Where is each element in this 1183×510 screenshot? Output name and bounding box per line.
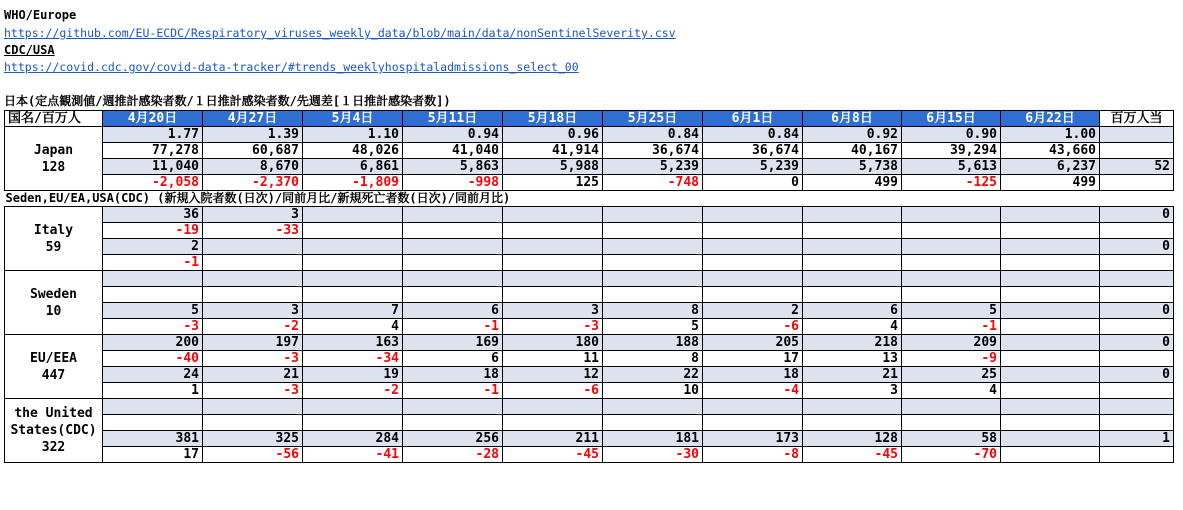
value-cell: 19 xyxy=(303,367,403,383)
value-cell xyxy=(403,239,503,255)
date-column-header: 6月8日 xyxy=(803,111,902,127)
value-cell xyxy=(1001,287,1100,303)
per-million-column-header: 百万人当 xyxy=(1100,111,1174,127)
value-cell: 6,237 xyxy=(1001,159,1100,175)
value-cell: 4 xyxy=(803,319,902,335)
value-cell: 40,167 xyxy=(803,143,902,159)
value-cell xyxy=(1001,239,1100,255)
value-cell: -40 xyxy=(103,351,203,367)
value-cell: -1 xyxy=(103,255,203,271)
per-million-cell: 0 xyxy=(1100,207,1174,223)
value-cell: 4 xyxy=(902,383,1001,399)
country-name: EU/EEA xyxy=(30,350,77,366)
value-cell: -3 xyxy=(503,319,603,335)
value-cell xyxy=(503,255,603,271)
value-cell: 125 xyxy=(503,175,603,191)
value-cell: 77,278 xyxy=(103,143,203,159)
value-cell: 36 xyxy=(103,207,203,223)
value-cell: 1 xyxy=(103,383,203,399)
value-cell: 3 xyxy=(503,303,603,319)
value-cell: -4 xyxy=(703,383,803,399)
table-row xyxy=(5,367,1174,383)
data-table xyxy=(4,110,1174,463)
value-cell: 6 xyxy=(403,351,503,367)
value-cell: -19 xyxy=(103,223,203,239)
value-cell: 22 xyxy=(603,367,703,383)
value-cell: 499 xyxy=(1001,175,1100,191)
value-cell xyxy=(503,415,603,431)
value-cell: 3 xyxy=(203,303,303,319)
country-name-cell xyxy=(5,335,103,399)
value-cell xyxy=(303,399,403,415)
value-cell xyxy=(1001,303,1100,319)
value-cell: 197 xyxy=(203,335,303,351)
value-cell: 2 xyxy=(103,239,203,255)
value-cell xyxy=(803,207,902,223)
value-cell xyxy=(1001,431,1100,447)
value-cell: 39,294 xyxy=(902,143,1001,159)
per-million-cell xyxy=(1100,383,1174,399)
per-million-cell: 0 xyxy=(1100,239,1174,255)
value-cell: 25 xyxy=(902,367,1001,383)
table-row xyxy=(5,335,1174,351)
value-cell xyxy=(703,255,803,271)
japan-section-title: 日本(定点観測値/週推計感染者数/１日推計感染者数/先週差[１日推計感染者数]) xyxy=(4,94,451,108)
country-name: Italy xyxy=(33,222,74,238)
who-url-link[interactable]: https://github.com/EU-ECDC/Respiratory_viruses_weekly_data/blob/main/data/nonSentinelSeverity.csv xyxy=(4,26,676,40)
value-cell xyxy=(803,399,902,415)
table-row xyxy=(5,239,1174,255)
per-million-cell xyxy=(1100,143,1174,159)
per-million-cell xyxy=(1100,415,1174,431)
value-cell: -2 xyxy=(303,383,403,399)
value-cell: 381 xyxy=(103,431,203,447)
value-cell: 5 xyxy=(103,303,203,319)
table-row xyxy=(5,207,1174,223)
value-cell: 21 xyxy=(203,367,303,383)
value-cell: 17 xyxy=(703,351,803,367)
value-cell: 5 xyxy=(902,303,1001,319)
per-million-cell xyxy=(1100,223,1174,239)
country-population: 322 xyxy=(41,440,66,455)
table-row xyxy=(5,431,1174,447)
value-cell: 0 xyxy=(703,175,803,191)
value-cell xyxy=(303,223,403,239)
value-cell: 43,660 xyxy=(1001,143,1100,159)
value-cell: 209 xyxy=(902,335,1001,351)
value-cell xyxy=(503,239,603,255)
value-cell: 1.39 xyxy=(203,127,303,143)
per-million-cell xyxy=(1100,351,1174,367)
value-cell xyxy=(1001,415,1100,431)
date-column-header: 5月18日 xyxy=(503,111,603,127)
value-cell: 2 xyxy=(703,303,803,319)
per-million-cell: 0 xyxy=(1100,367,1174,383)
value-cell: 58 xyxy=(902,431,1001,447)
value-cell: 8 xyxy=(603,351,703,367)
value-cell: 3 xyxy=(803,383,902,399)
date-column-header: 4月27日 xyxy=(203,111,303,127)
country-column-header: 国名/百万人 xyxy=(5,111,103,127)
value-cell xyxy=(403,287,503,303)
value-cell: 1.77 xyxy=(103,127,203,143)
value-cell xyxy=(1001,319,1100,335)
country-name-cell xyxy=(5,399,103,463)
value-cell xyxy=(603,207,703,223)
value-cell: 13 xyxy=(803,351,902,367)
value-cell: 180 xyxy=(503,335,603,351)
who-label: WHO/Europe xyxy=(4,8,77,22)
table-row xyxy=(5,223,1174,239)
value-cell: -45 xyxy=(803,447,902,463)
value-cell xyxy=(603,399,703,415)
value-cell xyxy=(303,255,403,271)
country-population: 59 xyxy=(45,239,62,255)
value-cell xyxy=(703,239,803,255)
value-cell xyxy=(503,271,603,287)
cdc-url-link[interactable]: https://covid.cdc.gov/covid-data-tracker/#trends_weeklyhospitaladmissions_select_00 xyxy=(4,60,579,74)
value-cell xyxy=(603,239,703,255)
value-cell: -2,370 xyxy=(203,175,303,191)
country-name: Japan xyxy=(33,142,74,158)
value-cell: 6,861 xyxy=(303,159,403,175)
value-cell: 10 xyxy=(603,383,703,399)
value-cell xyxy=(403,207,503,223)
value-cell: 60,687 xyxy=(203,143,303,159)
value-cell xyxy=(803,223,902,239)
value-cell xyxy=(1001,351,1100,367)
per-million-cell: 0 xyxy=(1100,303,1174,319)
value-cell: 0.90 xyxy=(902,127,1001,143)
value-cell xyxy=(902,255,1001,271)
value-cell: 5,239 xyxy=(603,159,703,175)
value-cell: 21 xyxy=(803,367,902,383)
per-million-cell xyxy=(1100,127,1174,143)
value-cell xyxy=(1001,383,1100,399)
per-million-cell xyxy=(1100,287,1174,303)
table-row xyxy=(5,143,1174,159)
table-row xyxy=(5,399,1174,415)
value-cell: -998 xyxy=(403,175,503,191)
value-cell: -30 xyxy=(603,447,703,463)
value-cell: 0.84 xyxy=(703,127,803,143)
date-column-header: 6月1日 xyxy=(703,111,803,127)
value-cell xyxy=(603,255,703,271)
table-row xyxy=(5,287,1174,303)
value-cell xyxy=(403,271,503,287)
value-cell: 8,670 xyxy=(203,159,303,175)
value-cell: 200 xyxy=(103,335,203,351)
value-cell xyxy=(1001,399,1100,415)
date-column-header: 6月15日 xyxy=(902,111,1001,127)
value-cell xyxy=(703,207,803,223)
value-cell: 17 xyxy=(103,447,203,463)
value-cell xyxy=(503,207,603,223)
per-million-cell xyxy=(1100,399,1174,415)
per-million-cell: 52 xyxy=(1100,159,1174,175)
country-population: 447 xyxy=(41,367,66,383)
value-cell xyxy=(703,415,803,431)
value-cell: -1 xyxy=(403,383,503,399)
value-cell: 12 xyxy=(503,367,603,383)
value-cell xyxy=(103,399,203,415)
value-cell: 169 xyxy=(403,335,503,351)
value-cell xyxy=(203,399,303,415)
table-row xyxy=(5,127,1174,143)
value-cell xyxy=(303,415,403,431)
value-cell: 18 xyxy=(403,367,503,383)
value-cell xyxy=(1001,367,1100,383)
country-name-cell xyxy=(5,207,103,271)
value-cell: -748 xyxy=(603,175,703,191)
value-cell: 48,026 xyxy=(303,143,403,159)
value-cell xyxy=(403,255,503,271)
value-cell xyxy=(303,271,403,287)
table-row xyxy=(5,303,1174,319)
table-row xyxy=(5,351,1174,367)
country-population: 10 xyxy=(45,303,62,319)
table-row xyxy=(5,255,1174,271)
value-cell xyxy=(603,223,703,239)
value-cell xyxy=(902,239,1001,255)
section2-title: Seden,EU/EA,USA(CDC) (新規入院者数(日次)/同前月比/新規死亡者数(日次)/同前月比) xyxy=(5,191,511,205)
value-cell xyxy=(1001,223,1100,239)
value-cell xyxy=(902,271,1001,287)
value-cell: 24 xyxy=(103,367,203,383)
value-cell xyxy=(703,223,803,239)
date-column-header: 4月20日 xyxy=(103,111,203,127)
value-cell: 0.96 xyxy=(503,127,603,143)
value-cell xyxy=(503,223,603,239)
date-column-header: 6月22日 xyxy=(1001,111,1100,127)
value-cell xyxy=(503,399,603,415)
value-cell: -1,809 xyxy=(303,175,403,191)
value-cell: -1 xyxy=(403,319,503,335)
table-row xyxy=(5,383,1174,399)
table-row xyxy=(5,271,1174,287)
value-cell: 499 xyxy=(803,175,902,191)
value-cell: 0.94 xyxy=(403,127,503,143)
value-cell: 5,863 xyxy=(403,159,503,175)
table-row xyxy=(5,415,1174,431)
country-name-cell xyxy=(5,127,103,191)
value-cell: 211 xyxy=(503,431,603,447)
value-cell: 11 xyxy=(503,351,603,367)
value-cell: -3 xyxy=(203,351,303,367)
value-cell: 5,613 xyxy=(902,159,1001,175)
value-cell xyxy=(902,207,1001,223)
value-cell: 4 xyxy=(303,319,403,335)
value-cell xyxy=(803,287,902,303)
value-cell xyxy=(703,399,803,415)
value-cell: -3 xyxy=(203,383,303,399)
value-cell xyxy=(303,207,403,223)
country-name: the United States(CDC) xyxy=(10,406,97,438)
table-row xyxy=(5,159,1174,175)
per-million-cell xyxy=(1100,271,1174,287)
value-cell: 205 xyxy=(703,335,803,351)
date-column-header: 5月11日 xyxy=(403,111,503,127)
value-cell xyxy=(803,255,902,271)
value-cell: 325 xyxy=(203,431,303,447)
value-cell xyxy=(703,271,803,287)
value-cell xyxy=(1001,207,1100,223)
value-cell xyxy=(1001,271,1100,287)
table-row xyxy=(5,319,1174,335)
value-cell xyxy=(203,239,303,255)
per-million-cell xyxy=(1100,447,1174,463)
value-cell xyxy=(902,415,1001,431)
value-cell: 163 xyxy=(303,335,403,351)
value-cell xyxy=(503,287,603,303)
value-cell: -8 xyxy=(703,447,803,463)
value-cell: 41,914 xyxy=(503,143,603,159)
value-cell: -28 xyxy=(403,447,503,463)
value-cell: 5,738 xyxy=(803,159,902,175)
table-row xyxy=(5,175,1174,191)
value-cell xyxy=(203,271,303,287)
value-cell xyxy=(203,255,303,271)
value-cell: -41 xyxy=(303,447,403,463)
value-cell: 7 xyxy=(303,303,403,319)
value-cell: -33 xyxy=(203,223,303,239)
value-cell: 41,040 xyxy=(403,143,503,159)
value-cell xyxy=(902,287,1001,303)
value-cell xyxy=(603,271,703,287)
value-cell xyxy=(403,399,503,415)
value-cell xyxy=(603,415,703,431)
value-cell xyxy=(1001,255,1100,271)
value-cell xyxy=(803,239,902,255)
date-column-header: 5月4日 xyxy=(303,111,403,127)
value-cell: 128 xyxy=(803,431,902,447)
value-cell: 5,239 xyxy=(703,159,803,175)
value-cell xyxy=(103,271,203,287)
value-cell xyxy=(203,287,303,303)
value-cell xyxy=(803,271,902,287)
table-row xyxy=(5,447,1174,463)
value-cell: 218 xyxy=(803,335,902,351)
value-cell: -6 xyxy=(503,383,603,399)
value-cell: -45 xyxy=(503,447,603,463)
value-cell xyxy=(803,415,902,431)
country-name-cell xyxy=(5,271,103,335)
value-cell: -2 xyxy=(203,319,303,335)
value-cell: 188 xyxy=(603,335,703,351)
value-cell: -2,058 xyxy=(103,175,203,191)
header-row xyxy=(5,111,1174,127)
value-cell xyxy=(1001,447,1100,463)
value-cell: -9 xyxy=(902,351,1001,367)
value-cell: 284 xyxy=(303,431,403,447)
value-cell: 0.92 xyxy=(803,127,902,143)
value-cell xyxy=(902,399,1001,415)
value-cell: 36,674 xyxy=(703,143,803,159)
value-cell: -6 xyxy=(703,319,803,335)
value-cell: 5 xyxy=(603,319,703,335)
value-cell xyxy=(403,223,503,239)
per-million-cell xyxy=(1100,319,1174,335)
value-cell: 6 xyxy=(403,303,503,319)
value-cell: 6 xyxy=(803,303,902,319)
value-cell xyxy=(103,415,203,431)
value-cell: 36,674 xyxy=(603,143,703,159)
value-cell: -56 xyxy=(203,447,303,463)
value-cell xyxy=(1001,335,1100,351)
country-population: 128 xyxy=(41,159,66,175)
value-cell: 0.84 xyxy=(603,127,703,143)
section-title-row xyxy=(5,191,1174,207)
value-cell xyxy=(403,415,503,431)
per-million-cell: 1 xyxy=(1100,431,1174,447)
value-cell xyxy=(603,287,703,303)
value-cell xyxy=(103,287,203,303)
value-cell: 181 xyxy=(603,431,703,447)
value-cell: -1 xyxy=(902,319,1001,335)
value-cell: -3 xyxy=(103,319,203,335)
value-cell: 8 xyxy=(603,303,703,319)
value-cell: 173 xyxy=(703,431,803,447)
value-cell: 18 xyxy=(703,367,803,383)
value-cell: -70 xyxy=(902,447,1001,463)
value-cell xyxy=(303,287,403,303)
value-cell: 11,040 xyxy=(103,159,203,175)
value-cell: 256 xyxy=(403,431,503,447)
value-cell: 1.00 xyxy=(1001,127,1100,143)
value-cell: 3 xyxy=(203,207,303,223)
value-cell: 1.10 xyxy=(303,127,403,143)
date-column-header: 5月25日 xyxy=(603,111,703,127)
value-cell: -125 xyxy=(902,175,1001,191)
value-cell xyxy=(203,415,303,431)
per-million-cell xyxy=(1100,175,1174,191)
value-cell xyxy=(902,223,1001,239)
cdc-label: CDC/USA xyxy=(4,43,55,57)
value-cell: -34 xyxy=(303,351,403,367)
country-name: Sweden xyxy=(30,286,77,302)
value-cell: 5,988 xyxy=(503,159,603,175)
value-cell xyxy=(703,287,803,303)
value-cell xyxy=(303,239,403,255)
per-million-cell xyxy=(1100,255,1174,271)
per-million-cell: 0 xyxy=(1100,335,1174,351)
